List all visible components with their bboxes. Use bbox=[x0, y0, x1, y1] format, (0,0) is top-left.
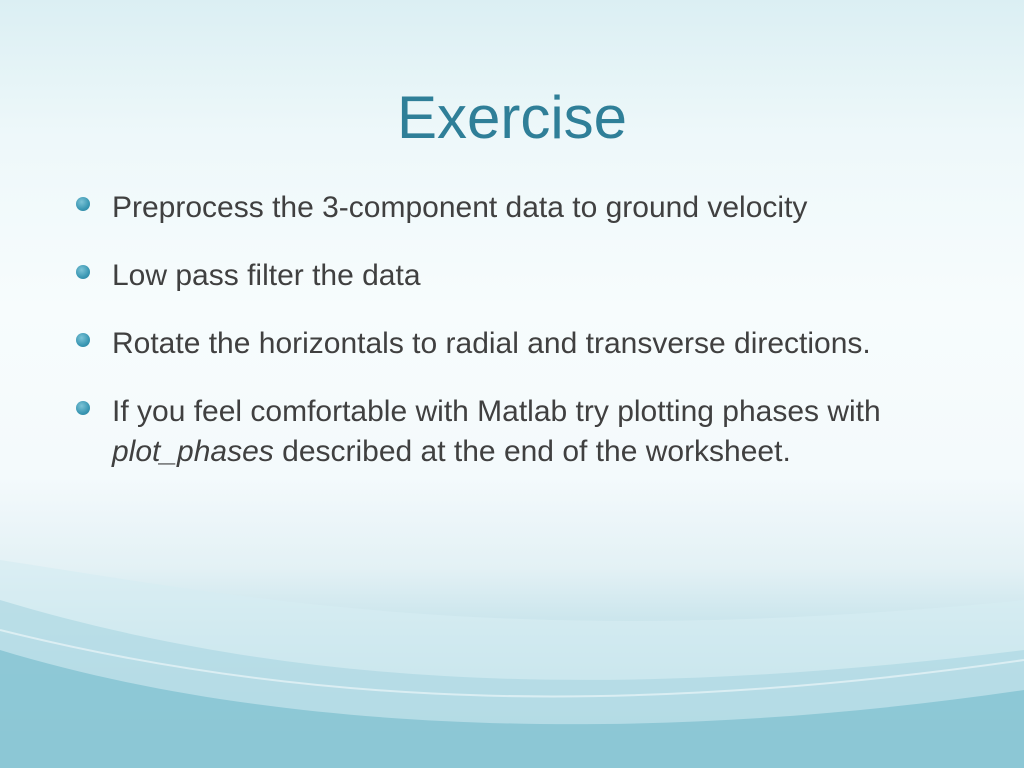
bullet-item bbox=[74, 392, 954, 472]
bullet-text-before: If you feel comfortable with Matlab try plotting phases with bbox=[112, 395, 881, 428]
bullet-item bbox=[74, 188, 954, 228]
bullet-item bbox=[74, 324, 954, 364]
bullet-item bbox=[74, 256, 954, 296]
bullet-text: Low pass filter the data bbox=[112, 259, 421, 292]
bullet-text: Preprocess the 3-component data to ground velocity bbox=[112, 191, 808, 224]
bullet-emphasis: plot_phases bbox=[112, 435, 274, 468]
bullet-dot-icon bbox=[76, 197, 90, 211]
bullet-list bbox=[74, 188, 954, 500]
slide-title: Exercise bbox=[396, 84, 628, 151]
bullet-dot-icon bbox=[76, 333, 90, 347]
bullet-text: Rotate the horizontals to radial and transverse directions. bbox=[112, 327, 871, 360]
bullet-text-after: described at the end of the worksheet. bbox=[273, 435, 791, 468]
bullet-dot-icon bbox=[76, 401, 90, 415]
bullet-dot-icon bbox=[76, 265, 90, 279]
